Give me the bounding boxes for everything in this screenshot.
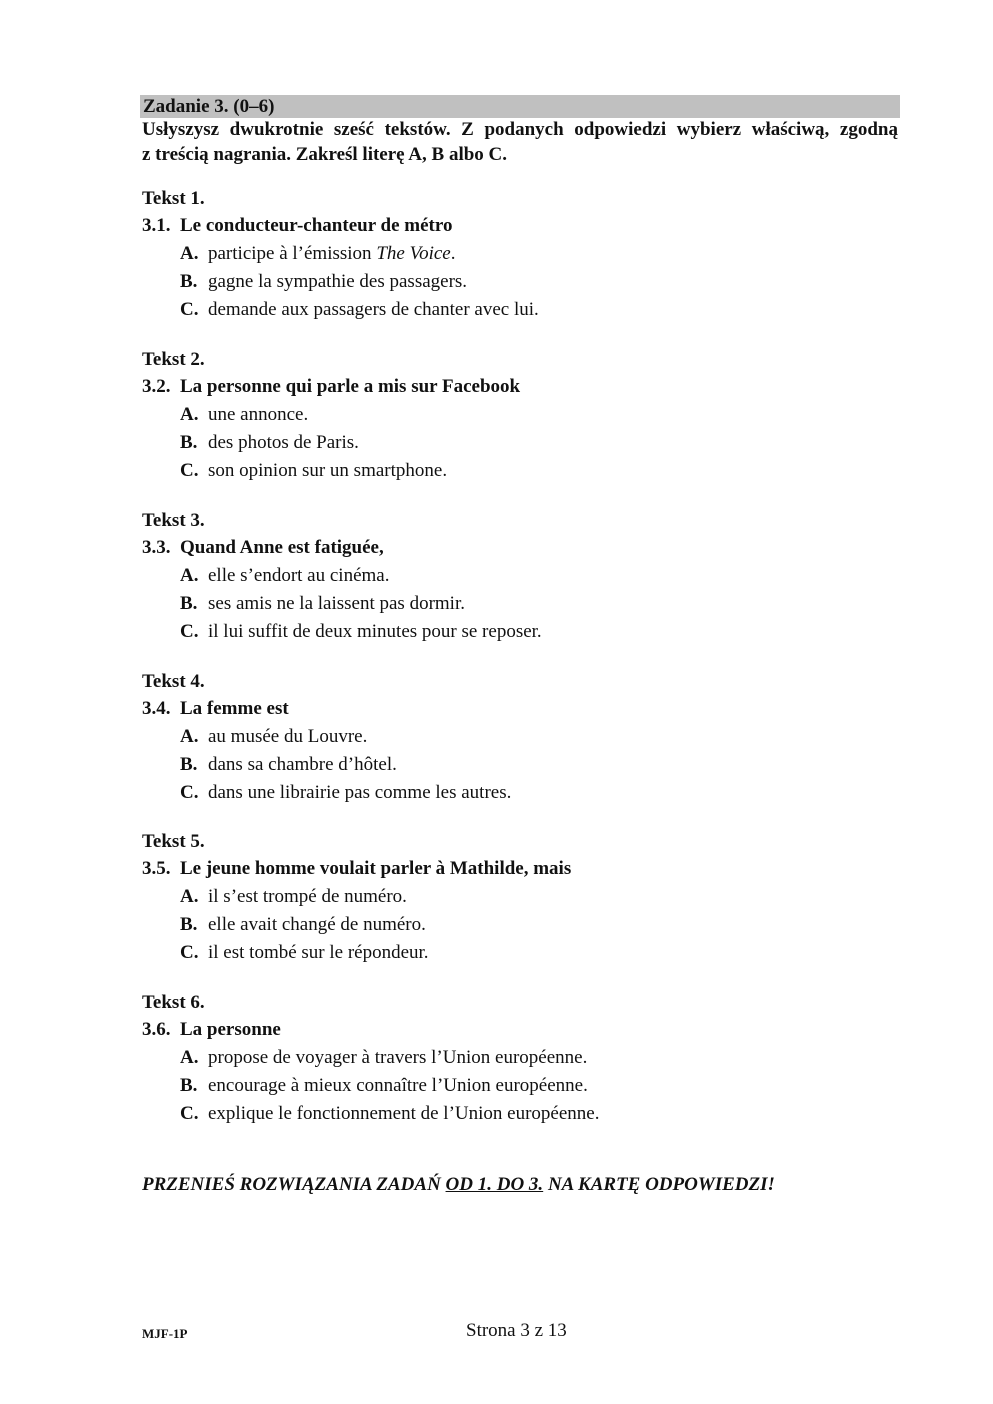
instruction-line: Usłyszysz dwukrotnie sześć tekstów. Z podanych odpowiedzi wybierz właściwą, zgodną (142, 119, 898, 140)
answer-option-b[interactable] (142, 1072, 902, 1100)
option-text: il lui suffit de deux minutes pour se reposer. (208, 621, 542, 642)
answer-option-a[interactable] (142, 1044, 902, 1072)
option-letter[interactable]: A. (180, 243, 199, 264)
question-number: 3.6. (142, 1019, 171, 1040)
notice-text: NA KARTĘ ODPOWIEDZI! (543, 1174, 775, 1195)
text-label: Tekst 5. (142, 831, 205, 852)
question (142, 695, 902, 723)
option-letter[interactable]: B. (180, 432, 198, 453)
question (142, 373, 902, 401)
option-text: propose de voyager à travers l’Union européenne. (208, 1047, 588, 1068)
option-letter[interactable]: C. (180, 1103, 199, 1124)
option-text: elle s’endort au cinéma. (208, 565, 390, 586)
text-block-5 (142, 828, 902, 967)
option-text: elle avait changé de numéro. (208, 914, 426, 935)
question (142, 1016, 902, 1044)
question-text: Quand Anne est fatiguée, (180, 537, 384, 558)
option-letter[interactable]: C. (180, 460, 199, 481)
option-letter[interactable]: B. (180, 754, 198, 775)
option-text: dans une librairie pas comme les autres. (208, 782, 512, 803)
question-number: 3.1. (142, 215, 171, 236)
transfer-answers-notice (142, 1174, 775, 1196)
task-header (140, 95, 900, 118)
task-instruction (142, 117, 898, 167)
option-text: . (450, 243, 456, 264)
answer-option-c[interactable] (142, 1100, 902, 1128)
option-letter[interactable]: B. (180, 271, 198, 292)
option-letter[interactable]: A. (180, 1047, 199, 1068)
answer-option-c[interactable] (142, 779, 902, 807)
option-text: demande aux passagers de chanter avec lui. (208, 299, 539, 320)
option-text: des photos de Paris. (208, 432, 359, 453)
answer-option-a[interactable] (142, 883, 902, 911)
answer-option-b[interactable] (142, 590, 902, 618)
option-letter[interactable]: C. (180, 782, 199, 803)
text-label: Tekst 1. (142, 188, 205, 209)
question-text: La femme est (180, 698, 289, 719)
answer-option-a[interactable] (142, 401, 902, 429)
option-text: son opinion sur un smartphone. (208, 460, 448, 481)
page-number: Strona 3 z 13 (466, 1320, 567, 1341)
option-text: participe à l’émission (208, 243, 377, 264)
option-text: ses amis ne la laissent pas dormir. (208, 593, 465, 614)
text-block-2 (142, 346, 902, 485)
option-letter[interactable]: C. (180, 942, 199, 963)
option-text: explique le fonctionnement de l’Union européenne. (208, 1103, 600, 1124)
task-title: Zadanie 3. (0–6) (143, 96, 275, 117)
option-letter[interactable]: B. (180, 1075, 198, 1096)
question (142, 212, 902, 240)
answer-option-b[interactable] (142, 268, 902, 296)
option-text-italic: The Voice (376, 243, 451, 264)
option-letter[interactable]: B. (180, 593, 198, 614)
text-block-1 (142, 185, 902, 324)
text-label: Tekst 2. (142, 349, 205, 370)
option-text: gagne la sympathie des passagers. (208, 271, 468, 292)
question-number: 3.5. (142, 858, 171, 879)
answer-option-c[interactable] (142, 939, 902, 967)
option-letter[interactable]: A. (180, 726, 199, 747)
exam-code: MJF-1P (142, 1326, 188, 1341)
question (142, 855, 902, 883)
option-text: il s’est trompé de numéro. (208, 886, 407, 907)
option-letter[interactable]: A. (180, 886, 199, 907)
option-text: une annonce. (208, 404, 309, 425)
notice-task-range: OD 1. DO 3. (445, 1174, 544, 1195)
answer-option-c[interactable] (142, 296, 902, 324)
option-letter[interactable]: A. (180, 404, 199, 425)
question (142, 534, 902, 562)
option-text: au musée du Louvre. (208, 726, 368, 747)
notice-text: PRZENIEŚ ROZWIĄZANIA ZADAŃ (142, 1174, 446, 1195)
answer-option-c[interactable] (142, 457, 902, 485)
option-letter[interactable]: C. (180, 299, 199, 320)
text-block-4 (142, 668, 902, 807)
text-label: Tekst 6. (142, 992, 205, 1013)
question-number: 3.3. (142, 537, 171, 558)
answer-option-a[interactable] (142, 723, 902, 751)
question-text: La personne qui parle a mis sur Facebook (180, 376, 521, 397)
text-label: Tekst 3. (142, 510, 205, 531)
question-text: La personne (180, 1019, 281, 1040)
answer-option-b[interactable] (142, 911, 902, 939)
answer-option-c[interactable] (142, 618, 902, 646)
instruction-line: z treścią nagrania. Zakreśl literę A, B albo C. (142, 144, 508, 165)
answer-option-b[interactable] (142, 429, 902, 457)
option-letter[interactable]: A. (180, 565, 199, 586)
option-text: encourage à mieux connaître l’Union européenne. (208, 1075, 588, 1096)
question-number: 3.2. (142, 376, 171, 397)
option-text: dans sa chambre d’hôtel. (208, 754, 397, 775)
text-block-3 (142, 507, 902, 646)
question-text: Le conducteur-chanteur de métro (180, 215, 453, 236)
text-label: Tekst 4. (142, 671, 205, 692)
text-block-6 (142, 989, 902, 1128)
option-letter[interactable]: B. (180, 914, 198, 935)
question-text: Le jeune homme voulait parler à Mathilde, mais (180, 858, 572, 879)
answer-option-a[interactable] (142, 562, 902, 590)
answer-option-b[interactable] (142, 751, 902, 779)
answer-option-a[interactable] (142, 240, 902, 268)
option-letter[interactable]: C. (180, 621, 199, 642)
option-text: il est tombé sur le répondeur. (208, 942, 429, 963)
question-number: 3.4. (142, 698, 171, 719)
